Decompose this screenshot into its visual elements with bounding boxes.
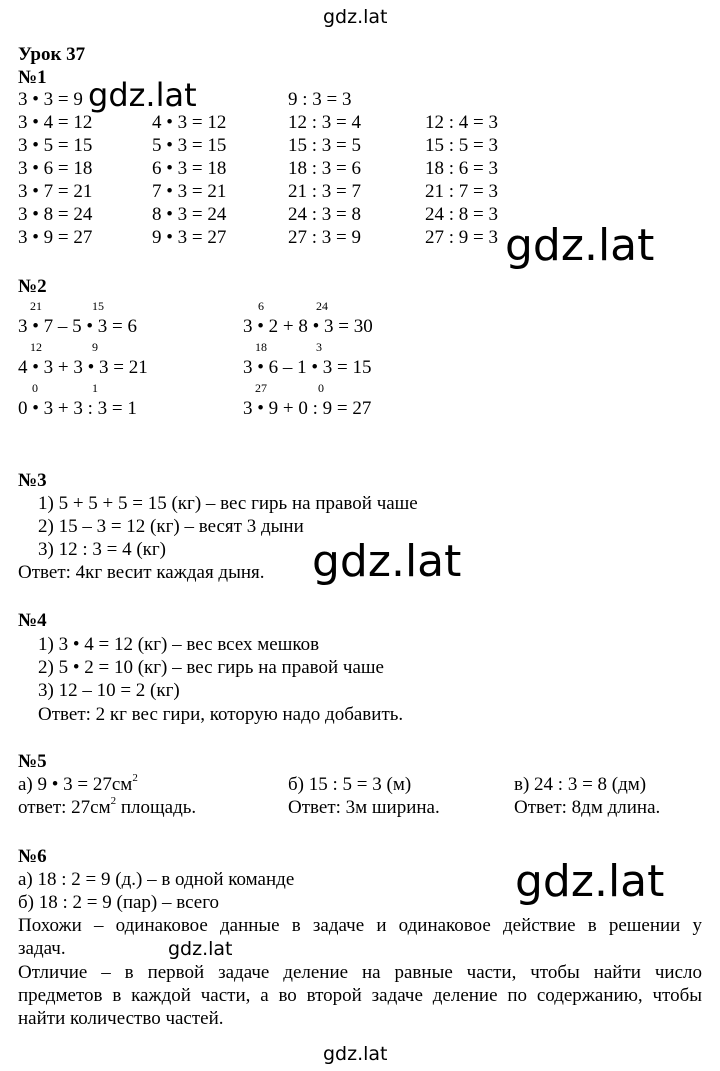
- ex5-b-expression: б) 15 : 5 = 3 (м): [288, 774, 412, 795]
- ex6-step: а) 18 : 2 = 9 (д.) – в одной команде: [18, 869, 295, 890]
- ex5-a-ans-text: ответ: 27см: [18, 797, 111, 818]
- ex4-step: 1) 3 • 4 = 12 (кг) – вес всех мешков: [38, 634, 320, 655]
- ex1-row: 12 : 3 = 4: [288, 112, 361, 133]
- ex3-label: №3: [18, 470, 47, 491]
- watermark-middle: gdz.lat: [312, 536, 462, 587]
- ex2-hint: 24: [316, 299, 328, 313]
- ex1-row: 9 : 3 = 3: [288, 89, 352, 110]
- ex1-row: 6 • 3 = 18: [152, 158, 227, 179]
- ex5-b-answer: Ответ: 3м ширина.: [288, 797, 440, 818]
- ex1-row: 21 : 7 = 3: [425, 181, 498, 202]
- ex1-row: 15 : 5 = 3: [425, 135, 498, 156]
- ex2-hint: 6: [258, 299, 264, 313]
- ex6-difference-line1: Отличие – в первой задаче деление на равные части, чтобы найти число: [18, 962, 702, 983]
- ex4-answer: Ответ: 2 кг вес гири, которую надо добавить.: [38, 704, 404, 725]
- ex1-row: 27 : 9 = 3: [425, 227, 498, 248]
- ex1-row: 12 : 4 = 3: [425, 112, 498, 133]
- ex2-expression: 3 • 7 – 5 • 3 = 6: [18, 316, 138, 337]
- ex4-step: 2) 5 • 2 = 10 (кг) – вес гирь на правой чаше: [38, 657, 384, 678]
- watermark-small-mid: gdz.lat: [168, 938, 233, 960]
- ex1-row: 8 • 3 = 24: [152, 204, 227, 225]
- watermark-bottom: gdz.lat: [323, 1043, 388, 1065]
- ex1-row: 21 : 3 = 7: [288, 181, 361, 202]
- ex1-row: 3 • 7 = 21: [18, 181, 93, 202]
- ex2-hint: 12: [30, 340, 42, 354]
- ex3-step: 1) 5 + 5 + 5 = 15 (кг) – вес гирь на правой чаше: [38, 493, 418, 514]
- ex4-label: №4: [18, 610, 47, 631]
- ex5-a-expr-sup: 2: [132, 772, 138, 784]
- ex6-similarity-line2: задач.: [18, 938, 66, 959]
- ex2-label: №2: [18, 276, 47, 297]
- ex1-row: 3 • 5 = 15: [18, 135, 93, 156]
- ex1-row: 15 : 3 = 5: [288, 135, 361, 156]
- ex6-step: б) 18 : 2 = 9 (пар) – всего: [18, 892, 220, 913]
- ex1-row: 4 • 3 = 12: [152, 112, 227, 133]
- ex2-expression: 3 • 2 + 8 • 3 = 30: [243, 316, 373, 337]
- ex2-hint: 27: [255, 381, 267, 395]
- ex1-row: 3 • 3 = 9: [18, 89, 88, 111]
- ex2-hint: 0: [318, 381, 324, 395]
- ex6-difference-line3: найти количество частей.: [18, 1008, 224, 1029]
- ex2-expression: 0 • 3 + 3 : 3 = 1: [18, 398, 137, 419]
- ex2-hint: 15: [92, 299, 104, 313]
- ex1-row: 24 : 3 = 8: [288, 204, 361, 225]
- ex5-c-answer: Ответ: 8дм длина.: [514, 797, 661, 818]
- ex5-c-expression: в) 24 : 3 = 8 (дм): [514, 774, 647, 795]
- watermark-top: gdz.lat: [323, 6, 388, 28]
- ex3-step: 3) 12 : 3 = 4 (кг): [38, 539, 166, 560]
- ex3-step: 2) 15 – 3 = 12 (кг) – весят 3 дыни: [38, 516, 304, 537]
- ex1-row: 7 • 3 = 21: [152, 181, 227, 202]
- ex2-expression: 3 • 6 – 1 • 3 = 15: [243, 357, 372, 378]
- ex1-row: 3 • 6 = 18: [18, 158, 93, 179]
- watermark-right-2: gdz.lat: [515, 856, 665, 907]
- ex1-row: 5 • 3 = 15: [152, 135, 227, 156]
- ex1-row: 3 • 4 = 12: [18, 112, 93, 133]
- ex3-answer: Ответ: 4кг весит каждая дыня.: [18, 562, 265, 583]
- page-title: Урок 37: [18, 44, 86, 65]
- ex6-similarity-line1: Похожи – одинаковое данные в задаче и одинаковое действие в решении у: [18, 915, 702, 936]
- ex2-hint: 9: [92, 340, 98, 354]
- watermark-ex1: gdz.lat: [88, 76, 197, 114]
- ex2-hint: 3: [316, 340, 322, 354]
- ex1-row: 3 • 8 = 24: [18, 204, 93, 225]
- ex1-row: 9 • 3 = 27: [152, 227, 227, 248]
- ex2-hint: 21: [30, 299, 42, 313]
- ex5-a-expr-text: а) 9 • 3 = 27см: [18, 774, 133, 795]
- ex2-hint: 0: [32, 381, 38, 395]
- ex2-expression: 3 • 9 + 0 : 9 = 27: [243, 398, 372, 419]
- ex5-label: №5: [18, 751, 47, 772]
- ex1-row: 3 • 9 = 27: [18, 227, 93, 248]
- ex2-hint: 1: [92, 381, 98, 395]
- ex1-label: №1: [18, 67, 47, 88]
- ex4-step: 3) 12 – 10 = 2 (кг): [38, 680, 180, 701]
- ex2-hint: 18: [255, 340, 267, 354]
- ex1-row: 18 : 6 = 3: [425, 158, 498, 179]
- ex6-label: №6: [18, 846, 47, 867]
- ex1-row: 27 : 3 = 9: [288, 227, 361, 248]
- watermark-right-1: gdz.lat: [505, 220, 655, 271]
- ex5-a-expression: [18, 774, 138, 798]
- ex1-row: 18 : 3 = 6: [288, 158, 361, 179]
- ex2-expression: 4 • 3 + 3 • 3 = 21: [18, 357, 148, 378]
- ex5-a-ans-post: площадь.: [116, 797, 197, 818]
- ex6-difference-line2: предметов в каждой части, а во второй задаче деление по содержанию, чтобы: [18, 985, 702, 1006]
- ex5-a-ans-sup: 2: [110, 795, 117, 807]
- ex1-row: 24 : 8 = 3: [425, 204, 498, 225]
- ex5-a-answer: [18, 797, 196, 821]
